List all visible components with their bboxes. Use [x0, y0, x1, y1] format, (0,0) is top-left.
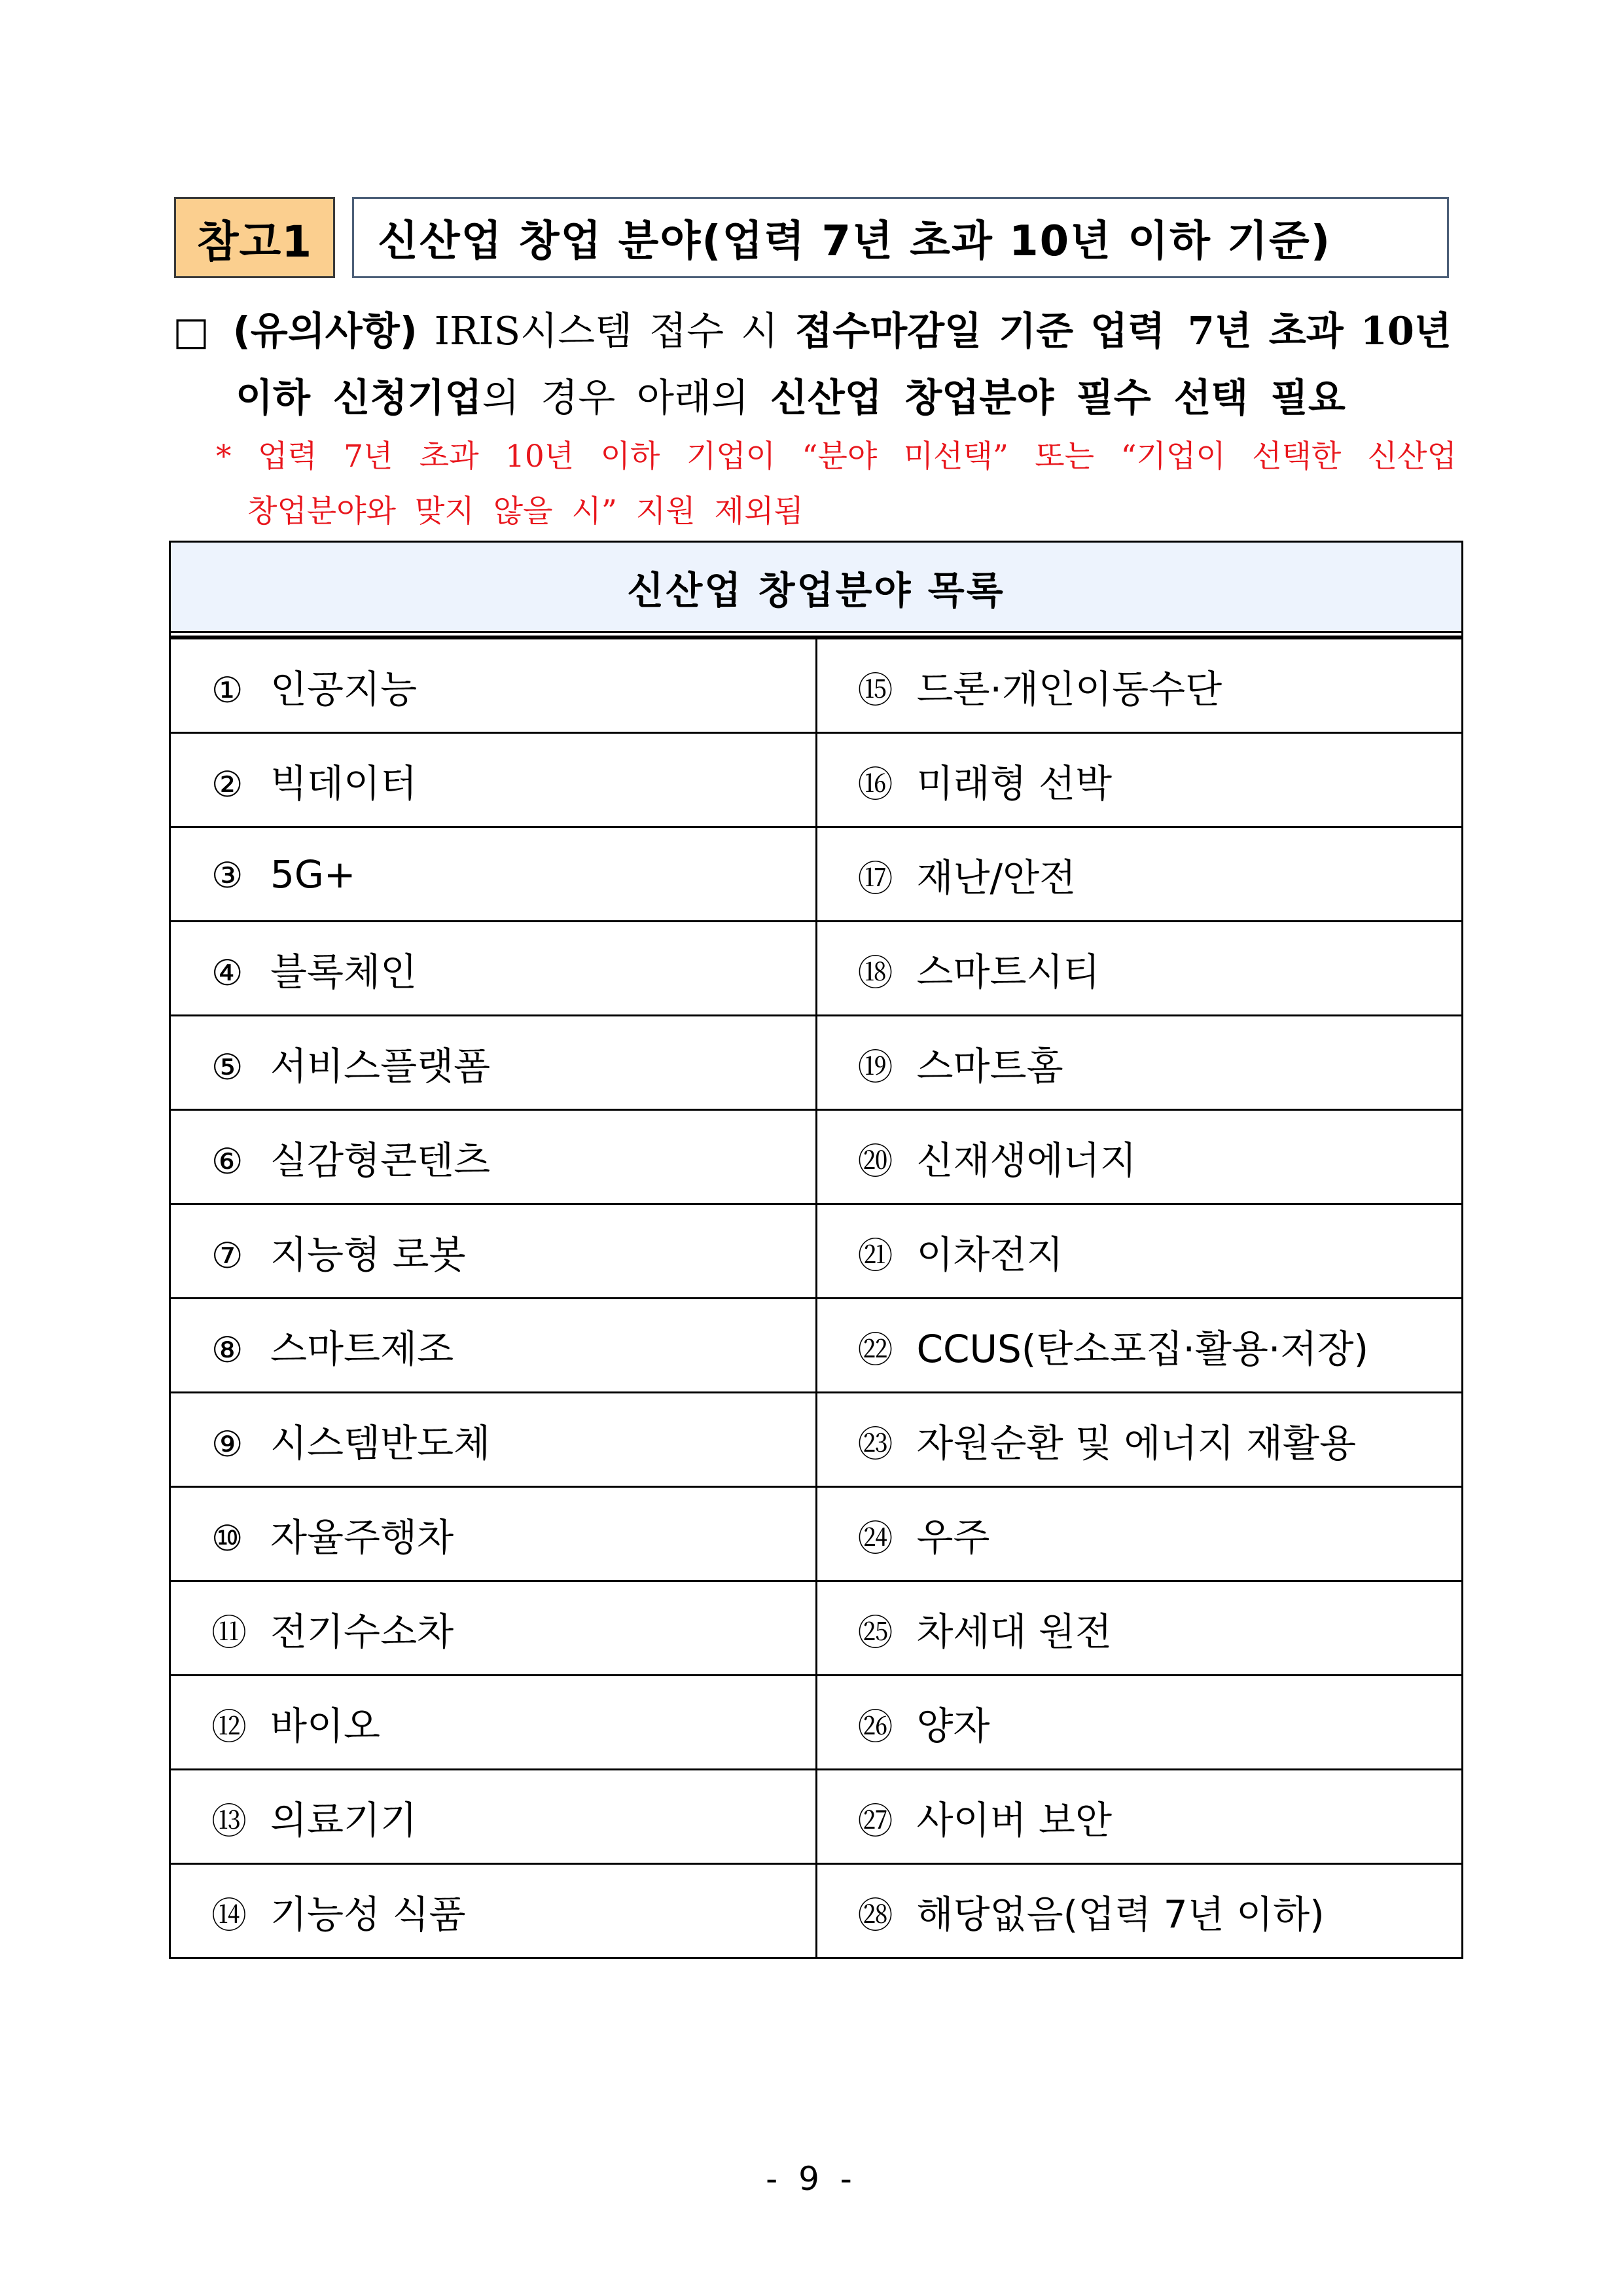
field-label: 양자	[916, 1703, 990, 1748]
notice-label: (유의사항)	[232, 308, 418, 353]
field-number: ㉕	[857, 1611, 893, 1653]
field-cell-left	[170, 639, 817, 733]
field-cell-right	[816, 733, 1463, 827]
field-cell-right	[816, 1393, 1463, 1487]
notice-text: 의 경우 아래의	[482, 375, 770, 420]
field-label: 5G+	[270, 852, 356, 897]
field-cell-left	[170, 1204, 817, 1299]
footnote-word: 이하	[600, 439, 660, 475]
table-row	[170, 827, 1463, 922]
table-row	[170, 1676, 1463, 1770]
field-cell-right	[816, 1110, 1463, 1204]
field-label: 자율주행차	[270, 1515, 454, 1560]
notice-line-1	[173, 298, 1452, 365]
field-label: 스마트홈	[916, 1043, 1063, 1088]
footnote-word: 업력	[257, 439, 317, 475]
field-label: 서비스플랫폼	[270, 1043, 491, 1088]
notice-word: 기준	[999, 308, 1074, 353]
table-row	[170, 922, 1463, 1016]
field-cell-right	[816, 922, 1463, 1016]
footnote-word: 미선택”	[903, 439, 1008, 475]
field-cell-left	[170, 1016, 817, 1110]
field-cell-right	[816, 1204, 1463, 1299]
field-cell-right	[816, 827, 1463, 922]
notice-word: IRIS시스템	[434, 308, 633, 353]
table-row	[170, 1204, 1463, 1299]
notice-emphasis: 신산업 창업분야 필수 선택 필요	[770, 375, 1346, 420]
field-number: ⑦	[211, 1234, 243, 1276]
table-row	[170, 1393, 1463, 1487]
field-label: 바이오	[270, 1703, 381, 1748]
field-label: CCUS(탄소포집·활용·저장)	[916, 1326, 1369, 1371]
notice-word: 초과	[1268, 308, 1344, 353]
field-label: 사이버 보안	[916, 1797, 1113, 1842]
footnote-word: 기업이	[686, 439, 776, 475]
field-number: ⑫	[211, 1706, 247, 1748]
table-row	[170, 1299, 1463, 1393]
field-label: 지능형 로봇	[270, 1232, 466, 1277]
field-number: ⑧	[211, 1329, 243, 1371]
notice-word: 10년	[1360, 308, 1452, 353]
field-cell-right	[816, 1487, 1463, 1581]
notice-line-2	[173, 365, 1455, 431]
field-label: 이차전지	[916, 1232, 1063, 1277]
startup-field-table	[169, 541, 1463, 1959]
footnote-word: 선택한	[1252, 439, 1342, 475]
field-cell-left	[170, 1581, 817, 1676]
field-label: 자원순환 및 에너지 재활용	[916, 1420, 1357, 1465]
field-number: ⑨	[211, 1423, 243, 1465]
table-row	[170, 1864, 1463, 1958]
footnote-word: “분야	[802, 439, 878, 475]
notice-first-group	[173, 298, 418, 365]
field-cell-left	[170, 1770, 817, 1864]
field-cell-right	[816, 1864, 1463, 1958]
field-cell-left	[170, 1110, 817, 1204]
field-label: 스마트시티	[916, 949, 1100, 994]
field-label: 스마트제조	[270, 1326, 454, 1371]
footnote-asterisk: *	[216, 439, 232, 475]
field-cell-left	[170, 827, 817, 922]
field-number: ⑮	[857, 669, 893, 711]
field-cell-right	[816, 1770, 1463, 1864]
table-title: 신산업 창업분야 목록	[169, 541, 1463, 631]
field-cell-left	[170, 1299, 817, 1393]
table-row	[170, 1110, 1463, 1204]
table-row	[170, 733, 1463, 827]
field-label: 기능성 식품	[270, 1892, 466, 1937]
table-row	[170, 1487, 1463, 1581]
field-label: 시스템반도체	[270, 1420, 491, 1465]
notice-word: 업력 7년	[1090, 308, 1252, 353]
footnote-word: 초과	[419, 439, 479, 475]
footnote-word: 신산업	[1367, 439, 1457, 475]
field-number: ⑱	[857, 952, 893, 994]
table-row	[170, 1016, 1463, 1110]
notice-word: 시	[741, 308, 779, 353]
footnote-word: 또는	[1035, 439, 1095, 475]
footnote	[216, 429, 1457, 539]
field-cell-left	[170, 1676, 817, 1770]
field-cell-right	[816, 1016, 1463, 1110]
field-number: ㉔	[857, 1517, 893, 1559]
footnote-line-1	[216, 429, 1457, 484]
field-number: ⑩	[211, 1517, 243, 1559]
field-cell-left	[170, 733, 817, 827]
field-label: 재난/안전	[916, 855, 1077, 900]
field-cell-left	[170, 922, 817, 1016]
field-number: ㉒	[857, 1329, 893, 1371]
field-number: ⑳	[857, 1140, 893, 1182]
field-number: ⑲	[857, 1046, 893, 1088]
field-number: ②	[211, 763, 243, 805]
notice-emphasis: 이하 신청기업	[236, 375, 482, 420]
field-cell-right	[816, 1676, 1463, 1770]
field-number: ③	[211, 854, 243, 896]
field-number: ⑯	[857, 763, 893, 805]
field-label: 우주	[916, 1515, 990, 1560]
field-cell-right	[816, 1581, 1463, 1676]
field-cell-left	[170, 1487, 817, 1581]
field-number: ⑭	[211, 1894, 247, 1936]
notice-word: 접수마감일	[795, 308, 982, 353]
page-number: - 9 -	[766, 2160, 857, 2198]
footnote-word: 10년	[505, 439, 575, 475]
field-label: 의료기기	[270, 1797, 418, 1842]
footnote-line-2: 창업분야와 맞지 않을 시” 지원 제외됨	[247, 493, 804, 529]
header-double-rule	[169, 631, 1463, 637]
field-number: ⑬	[211, 1800, 247, 1842]
field-label: 블록체인	[270, 949, 418, 994]
table-row	[170, 639, 1463, 733]
field-number: ㉗	[857, 1800, 893, 1842]
table-row	[170, 1581, 1463, 1676]
field-cell-left	[170, 1864, 817, 1958]
field-number: ㉑	[857, 1234, 893, 1276]
notice-word: 접수	[649, 308, 724, 353]
field-label: 실감형콘텐츠	[270, 1138, 491, 1183]
field-cell-right	[816, 1299, 1463, 1393]
field-number: ㉓	[857, 1423, 893, 1465]
field-label: 빅데이터	[270, 761, 418, 806]
field-list	[169, 637, 1463, 1959]
field-number: ㉘	[857, 1894, 893, 1936]
field-label: 해당없음(업력 7년 이하)	[916, 1892, 1325, 1937]
field-label: 신재생에너지	[916, 1138, 1137, 1183]
table-row	[170, 1770, 1463, 1864]
field-label: 차세대 원전	[916, 1609, 1113, 1654]
field-number: ④	[211, 952, 243, 994]
section-title: 신산업 창업 분야(업력 7년 초과 10년 이하 기준)	[352, 197, 1449, 278]
footnote-word: “기업이	[1120, 439, 1226, 475]
field-number: ⑰	[857, 857, 893, 899]
field-number: ①	[211, 669, 243, 711]
field-label: 전기수소차	[270, 1609, 454, 1654]
field-number: ⑥	[211, 1140, 243, 1182]
notice	[173, 298, 1455, 431]
field-label: 인공지능	[270, 666, 418, 711]
field-cell-left	[170, 1393, 817, 1487]
field-number: ㉖	[857, 1706, 893, 1748]
field-label: 드론·개인이동수단	[916, 666, 1222, 711]
reference-tag: 참고1	[174, 197, 335, 278]
footnote-word: 7년	[344, 439, 393, 475]
checkbox-bullet-icon: □	[173, 308, 209, 353]
field-cell-right	[816, 639, 1463, 733]
field-label: 미래형 선박	[916, 761, 1113, 806]
field-number: ⑤	[211, 1046, 243, 1088]
field-number: ⑪	[211, 1611, 247, 1653]
